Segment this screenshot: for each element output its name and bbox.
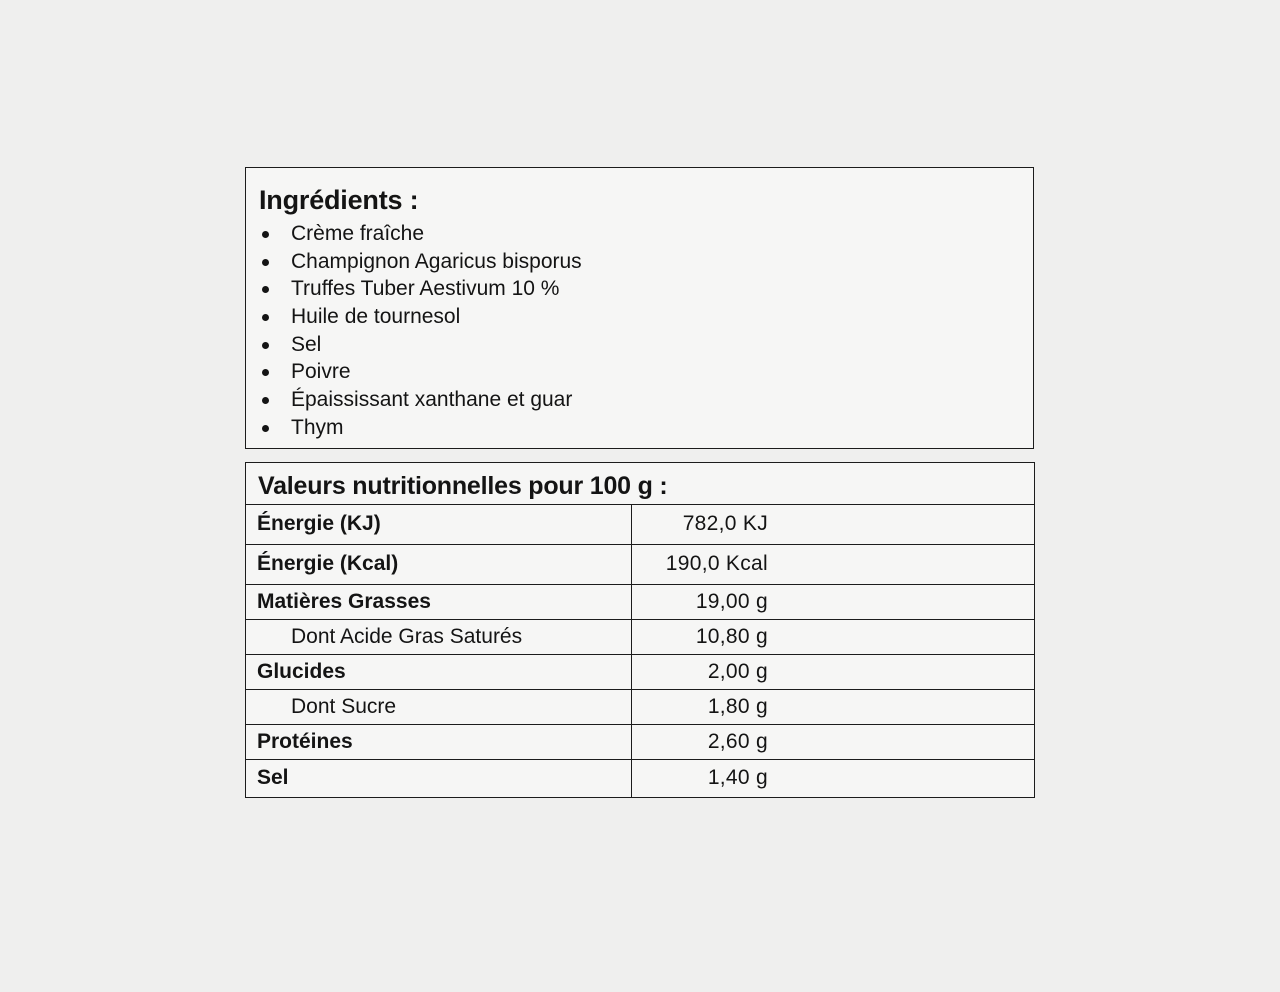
list-item xyxy=(246,275,582,303)
bullet-icon xyxy=(262,259,269,266)
nutrient-label: Énergie (KJ) xyxy=(246,504,632,544)
ingredients-list xyxy=(246,220,582,442)
nutrient-value-cell xyxy=(632,544,1035,584)
table-row xyxy=(246,544,1034,584)
bullet-icon xyxy=(262,231,269,238)
bullet-icon xyxy=(262,369,269,376)
nutrient-value-cell xyxy=(632,689,1035,724)
nutrition-header xyxy=(246,463,1034,505)
nutrient-value-cell xyxy=(632,724,1035,759)
nutrient-label: Glucides xyxy=(246,654,632,689)
table-row xyxy=(246,504,1034,544)
list-item xyxy=(246,303,582,331)
nutrient-value: 2,60 g xyxy=(707,729,768,753)
nutrient-value: 190,0 Kcal xyxy=(665,552,768,575)
nutrient-value: 2,00 g xyxy=(707,659,768,683)
ingredients-title: Ingrédients : xyxy=(259,185,419,215)
table-row xyxy=(246,724,1034,759)
nutrition-panel xyxy=(245,462,1035,798)
list-item xyxy=(246,220,582,248)
nutrient-value-cell xyxy=(632,584,1035,619)
list-item xyxy=(246,248,582,276)
ingredient-label: Thym xyxy=(291,415,344,439)
nutrition-table xyxy=(246,504,1034,797)
nutrient-value-cell xyxy=(632,619,1035,654)
ingredient-label: Truffes Tuber Aestivum 10 % xyxy=(291,277,560,301)
nutrient-value: 19,00 g xyxy=(695,589,768,613)
ingredient-label: Sel xyxy=(291,332,322,356)
nutrient-label: Matières Grasses xyxy=(246,584,632,619)
ingredient-label: Épaississant xanthane et guar xyxy=(291,388,573,412)
nutrient-value: 10,80 g xyxy=(695,624,768,648)
ingredient-label: Huile de tournesol xyxy=(291,305,461,329)
nutrient-label: Dont Acide Gras Saturés xyxy=(246,619,632,654)
table-row xyxy=(246,689,1034,724)
ingredient-label: Champignon Agaricus bisporus xyxy=(291,249,582,273)
table-row xyxy=(246,654,1034,689)
nutrient-value: 1,40 g xyxy=(707,766,768,790)
table-row xyxy=(246,584,1034,619)
ingredient-label: Poivre xyxy=(291,360,351,384)
nutrient-value: 1,80 g xyxy=(707,694,768,718)
nutrient-value: 782,0 KJ xyxy=(682,511,768,535)
ingredients-panel xyxy=(245,167,1034,449)
nutrient-value-cell xyxy=(632,759,1035,797)
bullet-icon xyxy=(262,314,269,321)
ingredient-label: Crème fraîche xyxy=(291,222,425,245)
list-item xyxy=(246,414,582,442)
nutrient-label: Énergie (Kcal) xyxy=(246,544,632,584)
list-item xyxy=(246,331,582,359)
bullet-icon xyxy=(262,425,269,432)
list-item xyxy=(246,386,582,414)
nutrition-title: Valeurs nutritionnelles pour 100 g : xyxy=(258,472,668,500)
nutrient-label: Protéines xyxy=(246,724,632,759)
bullet-icon xyxy=(262,286,269,293)
bullet-icon xyxy=(262,397,269,404)
table-row xyxy=(246,759,1034,797)
nutrient-label: Sel xyxy=(246,759,632,797)
nutrient-value-cell xyxy=(632,504,1035,544)
nutrient-label: Dont Sucre xyxy=(246,689,632,724)
table-row xyxy=(246,619,1034,654)
list-item xyxy=(246,358,582,386)
bullet-icon xyxy=(262,342,269,349)
nutrient-value-cell xyxy=(632,654,1035,689)
